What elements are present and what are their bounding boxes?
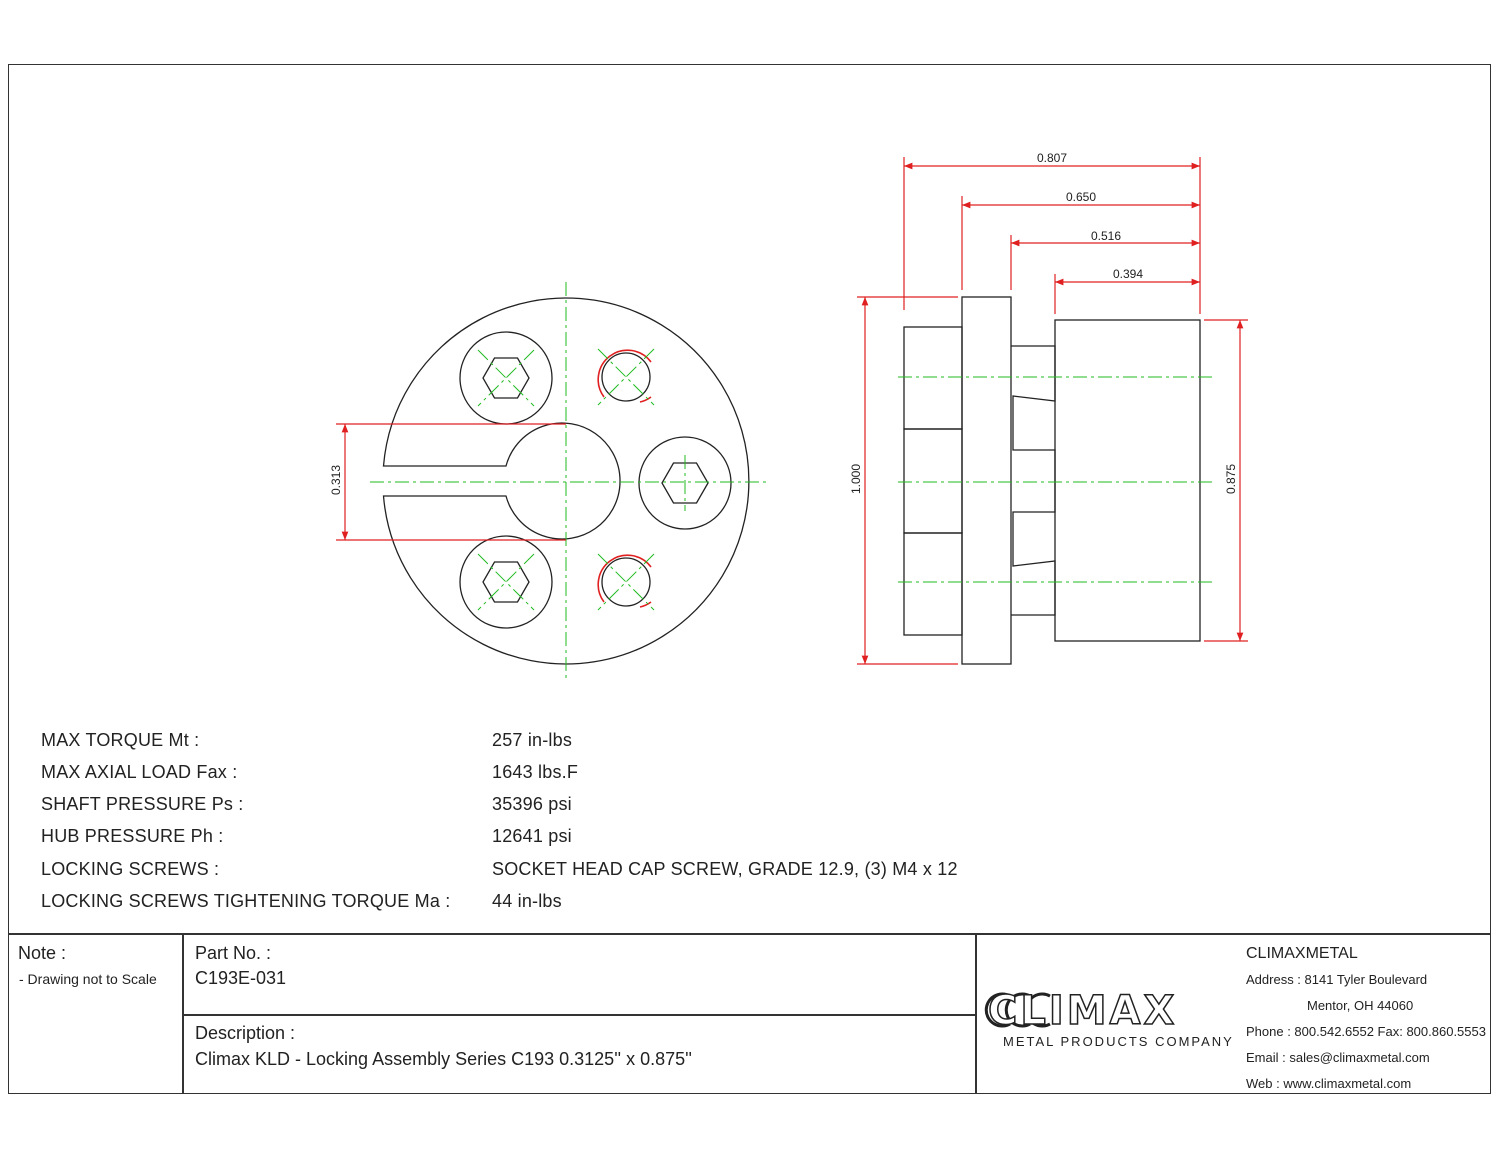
climax-logo-tagline: METAL PRODUCTS COMPANY [1003,1034,1234,1049]
side-screw-head-1 [904,327,962,429]
dim-0394-label: 0.394 [1112,267,1144,281]
dim-1000-label: 1.000 [849,463,863,495]
spec-value: 12641 psi [492,826,572,846]
website[interactable]: Web : www.climaxmetal.com [1246,1076,1412,1091]
email[interactable]: Email : sales@climaxmetal.com [1246,1050,1430,1065]
side-view [904,297,1200,664]
side-screw-head-2 [904,429,962,533]
divider [182,1014,975,1016]
note-label: Note : [18,943,67,963]
dim-0875-label: 0.875 [1224,463,1238,495]
address-line-2: Mentor, OH 44060 [1307,998,1414,1013]
screw-counterbore-2 [460,536,552,628]
spec-value: 1643 lbs.F [492,762,579,782]
spec-label: LOCKING SCREWS TIGHTENING TORQUE Ma : [41,891,451,911]
front-centerlines [370,282,768,680]
hex-socket-1 [483,358,529,398]
part-number-value: C193E-031 [195,968,287,988]
dim-0807-label: 0.807 [1036,151,1068,165]
spec-label: MAX AXIAL LOAD Fax : [41,762,238,782]
screw-counterbore-1 [460,332,552,424]
spec-label: LOCKING SCREWS : [41,859,220,879]
dim-0516-label: 0.516 [1090,229,1122,243]
description-value: Climax KLD - Locking Assembly Series C193 0.3125'' x 0.875'' [195,1049,692,1069]
side-dimensions [857,157,1248,664]
side-hub [1055,320,1200,641]
hex-socket-2 [483,562,529,602]
dim-0650-label: 0.650 [1065,190,1097,204]
spec-value: 44 in-lbs [492,891,562,911]
side-centerlines [898,377,1215,582]
front-bore-dim-label: 0.313 [329,464,343,496]
divider [8,933,1491,935]
side-flange [962,297,1011,664]
spec-value: 257 in-lbs [492,730,573,750]
note-text: - Drawing not to Scale [19,971,157,987]
climax-logo-wordmark: CLIMAX [988,988,1178,1034]
spec-label: MAX TORQUE Mt : [41,730,200,750]
address-line-1: Address : 8141 Tyler Boulevard [1246,972,1428,987]
spec-label: HUB PRESSURE Ph : [41,826,224,846]
part-number-label: Part No. : [195,943,272,963]
side-taper-ring [1011,346,1055,615]
spec-value: 35396 psi [492,794,572,814]
side-screw-head-3 [904,533,962,635]
description-label: Description : [195,1023,296,1043]
company-name: CLIMAXMETAL [1246,945,1358,962]
divider [975,933,977,1094]
spec-value: SOCKET HEAD CAP SCREW, GRADE 12.9, (3) M4 x 12 [492,859,958,879]
spec-label: SHAFT PRESSURE Ps : [41,794,244,814]
phone-fax: Phone : 800.542.6552 Fax: 800.860.5553 [1246,1024,1486,1039]
